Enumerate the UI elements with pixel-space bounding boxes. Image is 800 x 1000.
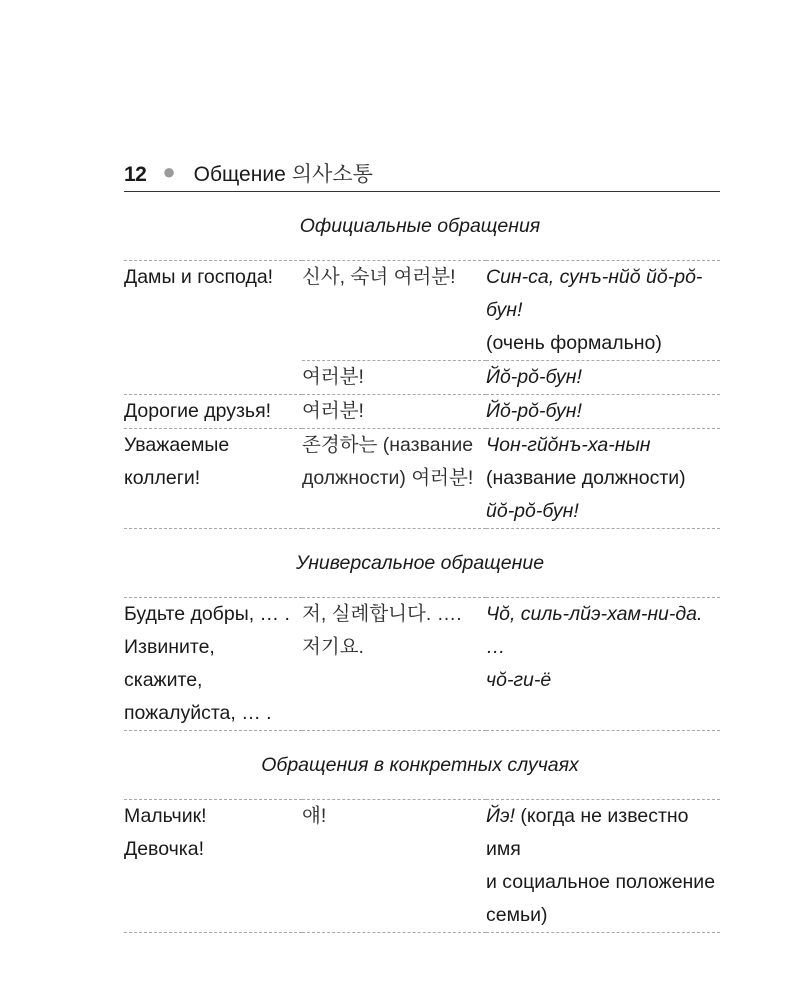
transliteration: Йŏ-рŏ-бун! — [486, 361, 720, 395]
korean-line: должности) 여러분! — [302, 467, 474, 489]
table-row — [124, 429, 720, 529]
russian-line: Девочка! — [124, 838, 204, 860]
transliteration — [486, 429, 720, 529]
korean-phrase: 여러분! — [302, 395, 486, 429]
korean-phrase: 신사, 숙녀 여러분! — [302, 261, 486, 361]
transliteration — [486, 598, 720, 731]
usage-note: (когда не известно имя — [486, 805, 689, 860]
transliteration-line: Чон-гйŏнъ-ха-нын — [486, 434, 651, 456]
transliteration-line: йŏ-рŏ-бун! — [486, 500, 579, 522]
transliteration-text: Йэ! — [486, 805, 515, 827]
page-header — [124, 158, 720, 192]
bullet-icon: ● — [162, 159, 176, 184]
korean-phrase: 여러분! — [302, 361, 486, 395]
russian-phrase: Дорогие друзья! — [124, 395, 302, 429]
korean-line: 존경하는 (название — [302, 434, 474, 456]
russian-phrase: Дамы и господа! — [124, 261, 302, 395]
chapter-title: Общение — [193, 163, 286, 186]
russian-phrase — [124, 598, 302, 731]
page-number: 12 — [124, 163, 147, 186]
russian-line: пожалуйста, … . — [124, 702, 272, 724]
book-page — [124, 158, 720, 933]
section-row — [124, 731, 720, 800]
korean-phrase: 얘! — [302, 800, 486, 933]
russian-phrase: Уважаемые коллеги! — [124, 429, 302, 529]
table-row — [124, 598, 720, 731]
section-heading-official: Официальные обращения — [124, 192, 720, 261]
phrase-table — [124, 192, 720, 933]
chapter-title-korean: 의사소통 — [291, 163, 373, 186]
transliteration-line: Чŏ, силь-лйэ-хам-ни-да. … — [486, 603, 703, 658]
usage-note: (очень формально) — [486, 332, 662, 354]
korean-phrase — [302, 429, 486, 529]
korean-line: 저기요. — [302, 636, 364, 658]
transliteration: Йŏ-рŏ-бун! — [486, 395, 720, 429]
transliteration-line: (название должности) — [486, 467, 686, 489]
section-row — [124, 192, 720, 261]
korean-phrase — [302, 598, 486, 731]
section-heading-universal: Универсальное обращение — [124, 529, 720, 598]
transliteration-line: чŏ-ги-ё — [486, 669, 552, 691]
table-row — [124, 395, 720, 429]
russian-line: Мальчик! — [124, 805, 207, 827]
korean-line: 저, 실례합니다. …. — [302, 603, 462, 625]
transliteration — [486, 800, 720, 933]
table-row — [124, 800, 720, 933]
russian-phrase — [124, 800, 302, 933]
usage-note: семьи) — [486, 904, 548, 926]
russian-line: Извините, скажите, — [124, 636, 215, 691]
russian-line: Будьте добры, … . — [124, 603, 290, 625]
section-heading-specific: Обращения в конкретных случаях — [124, 731, 720, 800]
transliteration — [486, 261, 720, 361]
usage-note: и социальное положение — [486, 871, 716, 893]
table-row — [124, 261, 720, 361]
transliteration-text: Син-са, сунъ-нйŏ йŏ-рŏ-бун! — [486, 266, 703, 321]
section-row — [124, 529, 720, 598]
transliteration-line — [486, 800, 716, 866]
